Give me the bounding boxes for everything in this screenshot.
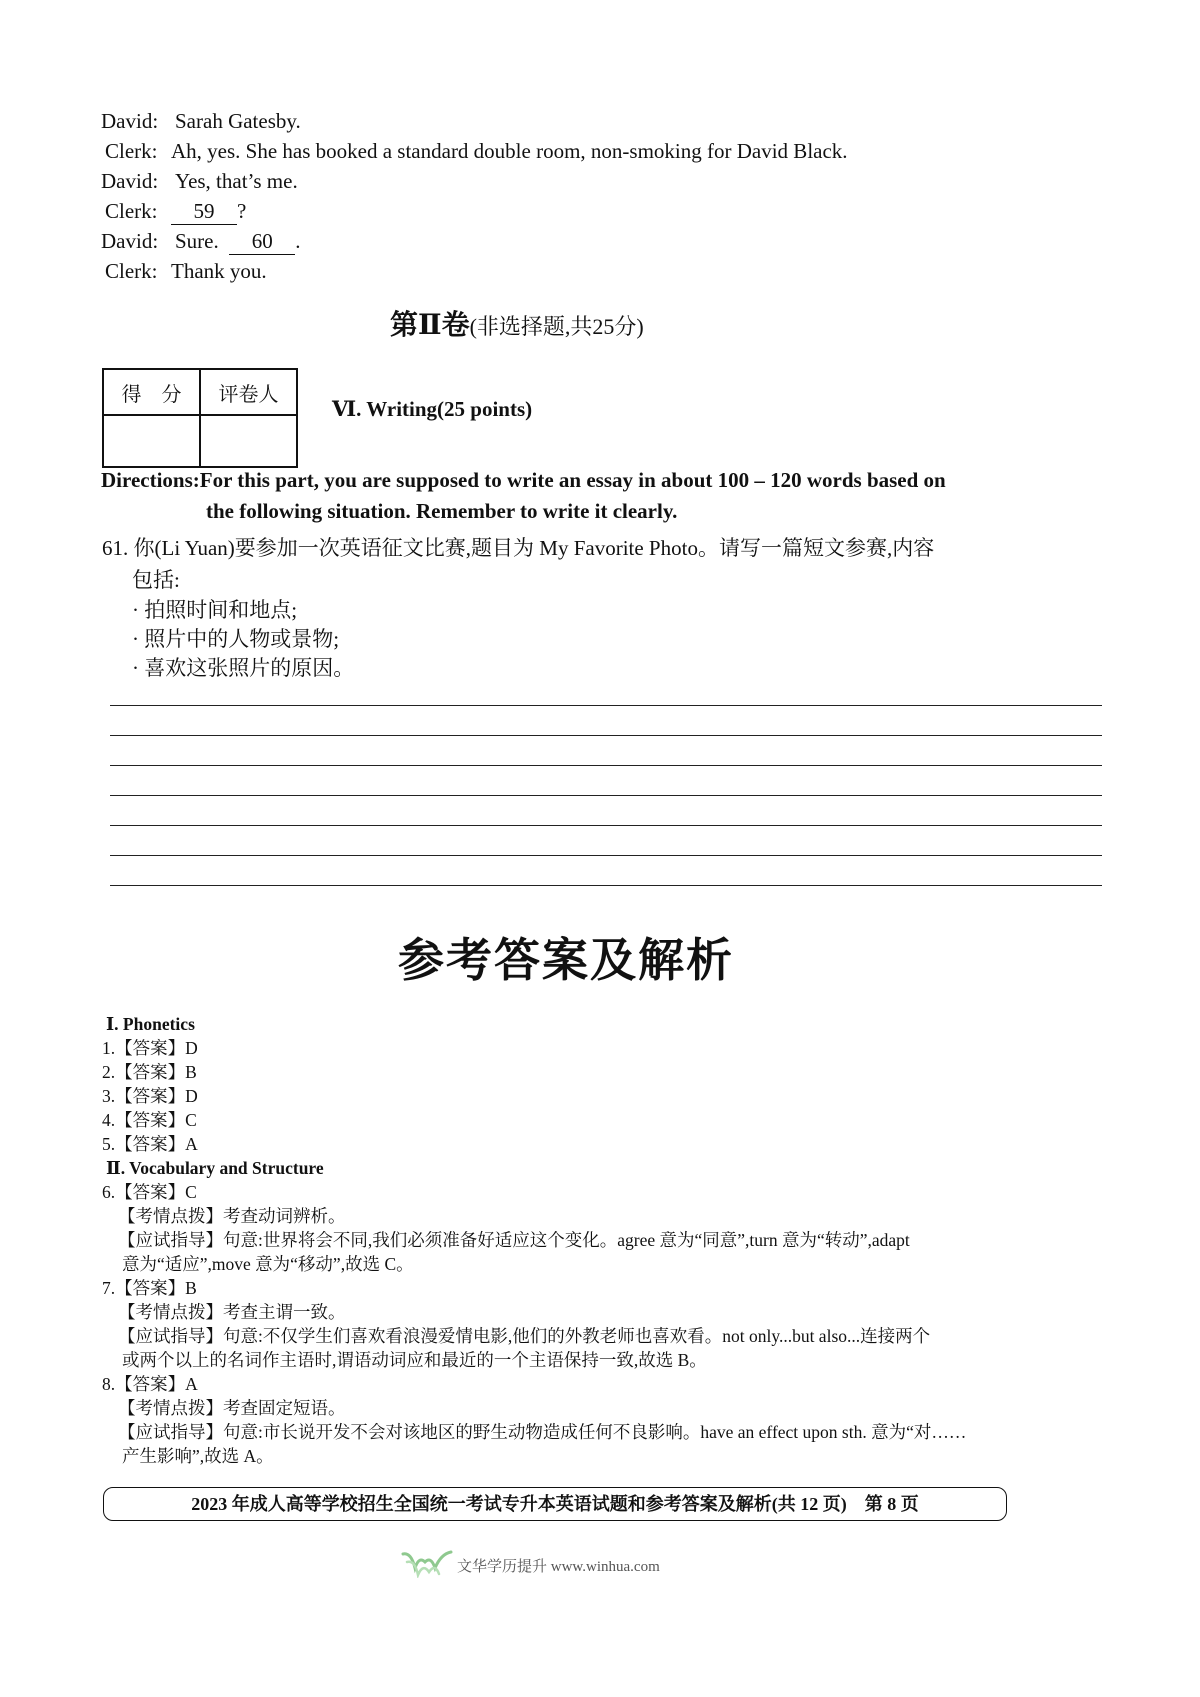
writing-line[interactable] — [110, 855, 1102, 856]
section-heading: Ⅱ. Vocabulary and Structure — [106, 1158, 324, 1178]
answer-blank-59[interactable]: 59 — [171, 199, 237, 225]
watermark-text: 文华学历提升 www.winhua.com — [457, 1559, 660, 1575]
section-heading: Ⅰ. Phonetics — [106, 1014, 195, 1034]
answer-guide: 【应试指导】句意:世界将会不同,我们必须准备好适应这个变化。agree 意为“同意”,turn 意为“转动”,adapt — [118, 1230, 910, 1250]
dialogue-line — [105, 199, 246, 225]
dialogue-line — [105, 259, 267, 284]
footer-text: 2023 年成人高等学校招生全国统一考试专升本英语试题和参考答案及解析(共 12 页) 第 8 页 — [191, 1494, 919, 1514]
question-61: 61. 你(Li Yuan)要参加一次英语征文比赛,题目为 My Favorite Photo。请写一篇短文参赛,内容 — [102, 536, 935, 560]
directions-line-1: For this part, you are supposed to write an essay in about 100 – 120 words based on — [199, 468, 946, 492]
answer-point: 【考情点拨】考查主谓一致。 — [118, 1302, 346, 1322]
writing-line[interactable] — [110, 825, 1102, 826]
bullet-item: · 拍照时间和地点; — [132, 598, 298, 622]
answers-title: 参考答案及解析 — [398, 935, 734, 986]
answer-item: 6.【答案】C — [102, 1182, 197, 1202]
line-text: Sure. — [175, 229, 219, 253]
writing-line[interactable] — [110, 765, 1102, 766]
answer-item: 3.【答案】D — [102, 1086, 198, 1106]
score-table — [102, 368, 298, 468]
answer-blank-60[interactable]: 60 — [229, 229, 295, 255]
directions — [101, 468, 946, 493]
section-title-main: 第Ⅱ卷 — [390, 310, 470, 341]
directions-line-2: the following situation. Remember to write it clearly. — [206, 499, 678, 523]
writing-line[interactable] — [110, 735, 1102, 736]
line-text: Thank you. — [171, 259, 267, 283]
writing-line[interactable] — [110, 705, 1102, 706]
answer-guide: 【应试指导】句意:不仅学生们喜欢看浪漫爱情电影,他们的外教老师也喜欢看。not only...but also...连接两个 — [118, 1326, 931, 1346]
speaker: Clerk: — [105, 199, 158, 223]
line-text: ? — [237, 199, 247, 223]
line-text: Ah, yes. She has booked a standard double room, non-smoking for David Black. — [171, 139, 848, 163]
answers-list — [102, 1012, 966, 1468]
line-text: . — [295, 229, 301, 253]
dialogue-line — [101, 169, 298, 194]
dialogue-line — [101, 109, 301, 134]
bullet-item: · 照片中的人物或景物; — [132, 627, 340, 651]
section-title-sub: (非选择题,共25分) — [469, 314, 644, 339]
writing-line[interactable] — [110, 795, 1102, 796]
answer-point: 【考情点拨】考查固定短语。 — [118, 1398, 346, 1418]
writing-line[interactable] — [110, 885, 1102, 886]
answer-guide: 或两个以上的名词作主语时,谓语动词应和最近的一个主语保持一致,故选 B。 — [122, 1350, 707, 1370]
score-header: 得 分 — [103, 369, 200, 415]
speaker: David: — [101, 169, 159, 193]
directions-label: Directions: — [101, 468, 200, 492]
speaker: David: — [101, 229, 159, 253]
answer-item: 1.【答案】D — [102, 1038, 198, 1058]
dialogue-line — [105, 139, 848, 164]
line-text: Yes, that’s me. — [175, 169, 298, 193]
footer-box — [103, 1487, 1007, 1521]
winhua-logo-icon — [401, 1548, 453, 1583]
answer-item: 4.【答案】C — [102, 1110, 197, 1130]
watermark — [401, 1548, 660, 1583]
question-61-cont: 包括: — [132, 568, 180, 592]
answer-item: 2.【答案】B — [102, 1062, 197, 1082]
section-title — [390, 303, 644, 343]
line-text: Sarah Gatesby. — [175, 109, 301, 133]
writing-heading: Ⅵ. Writing(25 points) — [332, 397, 533, 421]
answer-item: 8.【答案】A — [102, 1374, 198, 1394]
bullet-item: · 喜欢这张照片的原因。 — [132, 656, 355, 680]
answer-item: 5.【答案】A — [102, 1134, 198, 1154]
answer-point: 【考情点拨】考查动词辨析。 — [118, 1206, 346, 1226]
speaker: David: — [101, 109, 159, 133]
answer-guide: 意为“适应”,move 意为“移动”,故选 C。 — [122, 1254, 414, 1274]
answer-guide: 【应试指导】句意:市长说开发不会对该地区的野生动物造成任何不良影响。have an effect upon sth. 意为“对…… — [118, 1422, 967, 1442]
speaker: Clerk: — [105, 259, 158, 283]
grader-header: 评卷人 — [200, 369, 297, 415]
speaker: Clerk: — [105, 139, 158, 163]
dialogue-line — [101, 229, 301, 255]
answer-guide: 产生影响”,故选 A。 — [122, 1446, 274, 1466]
score-cell[interactable] — [103, 415, 200, 467]
answer-item: 7.【答案】B — [102, 1278, 197, 1298]
grader-cell[interactable] — [200, 415, 297, 467]
